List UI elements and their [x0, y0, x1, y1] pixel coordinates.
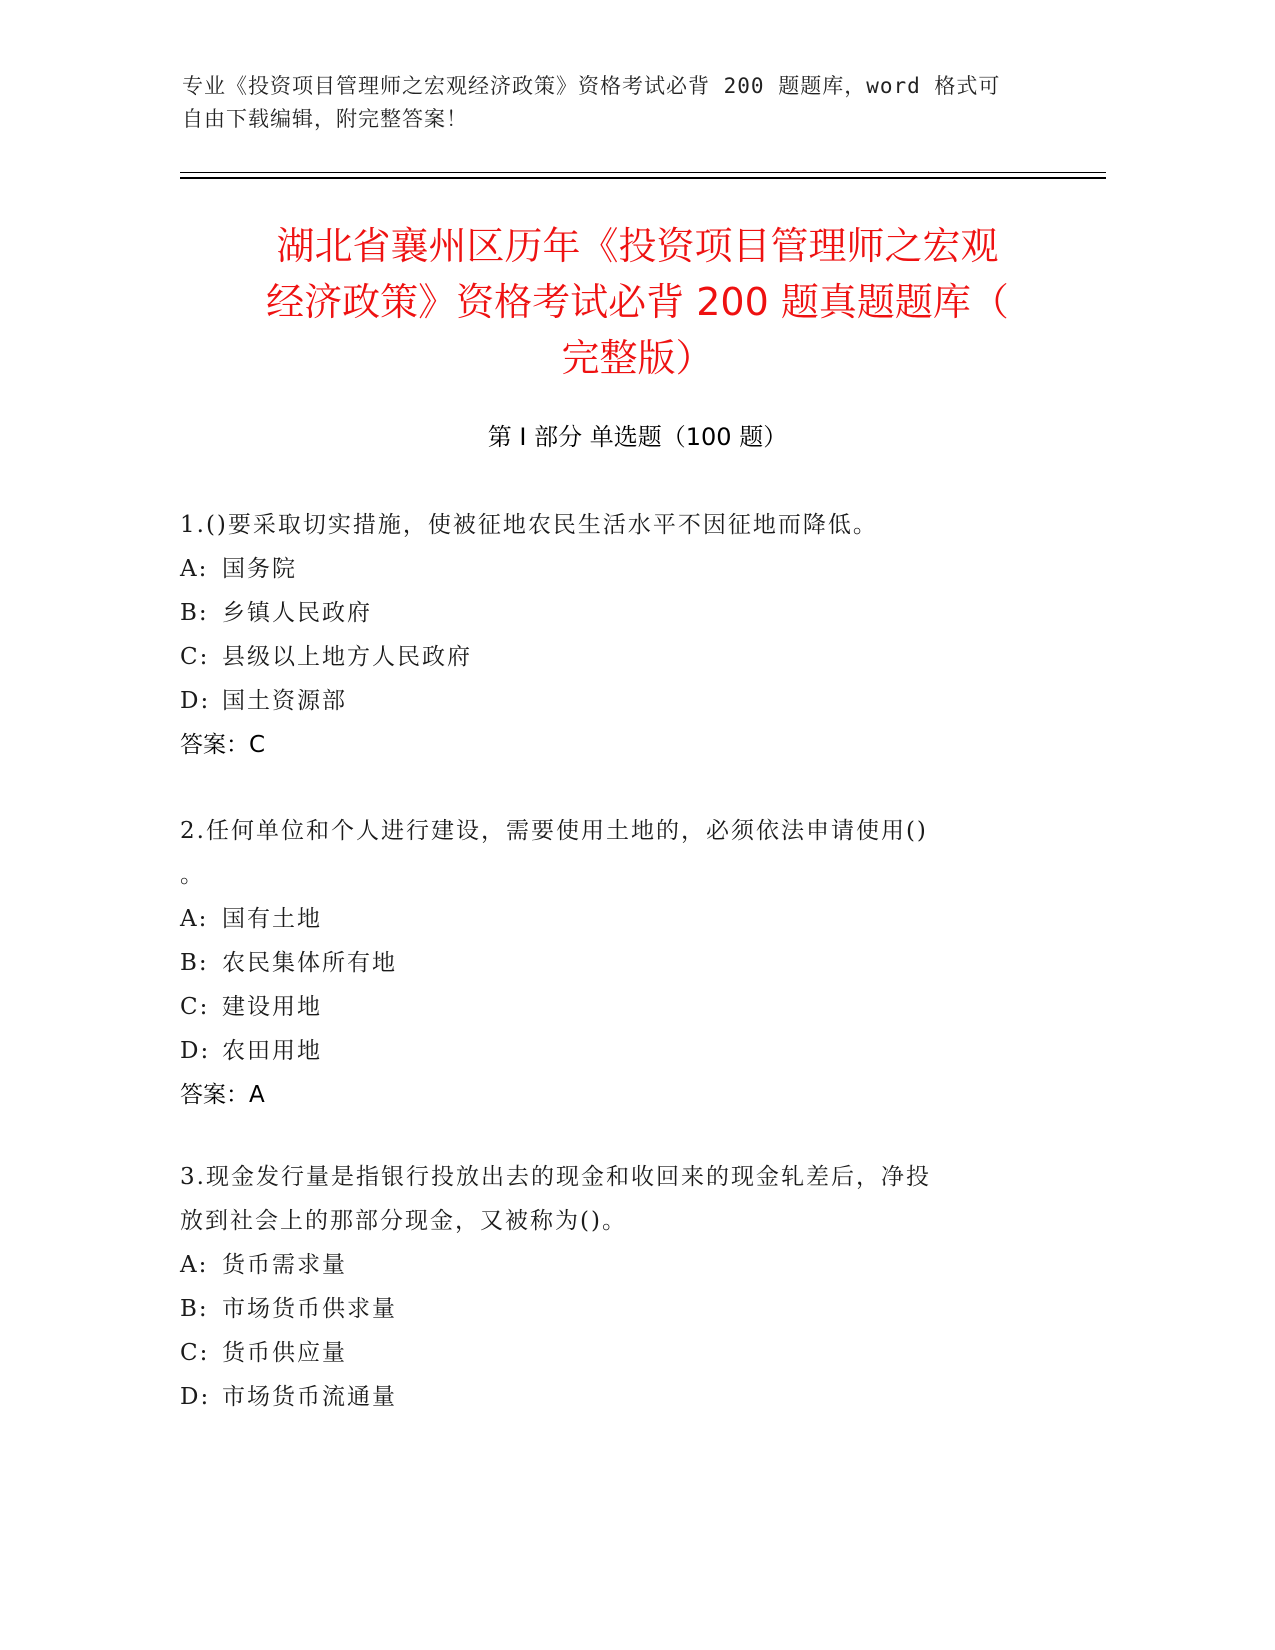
header-note	[182, 70, 1042, 136]
question-2-answer: 答案：A	[180, 1082, 265, 1108]
option-letter: C:	[180, 994, 210, 1020]
option-text: 县级以上地方人民政府	[222, 644, 472, 670]
question-2-option-c	[180, 985, 1030, 1029]
option-text: 国土资源部	[222, 688, 347, 714]
option-letter: C:	[180, 1340, 210, 1366]
option-letter: D:	[180, 1384, 211, 1410]
question-3-option-c	[180, 1331, 1030, 1375]
option-letter: A:	[180, 906, 209, 932]
option-text: 农民集体所有地	[222, 950, 397, 976]
question-1-stem: 1.()要采取切实措施，使被征地农民生活水平不因征地而降低。	[180, 512, 878, 538]
option-text: 货币需求量	[222, 1252, 347, 1278]
option-letter: B:	[180, 600, 209, 626]
question-2-stem-line-1: 2.任何单位和个人进行建设，需要使用土地的，必须依法申请使用()	[180, 818, 928, 844]
title-line-1: 湖北省襄州区历年《投资项目管理师之宏观	[276, 224, 999, 268]
question-3	[180, 1155, 1030, 1419]
question-3-option-a	[180, 1243, 1030, 1287]
header-note-line-1: 专业《投资项目管理师之宏观经济政策》资格考试必背 200 题题库，word 格式可	[182, 74, 1001, 98]
document-title	[150, 218, 1125, 386]
option-text: 乡镇人民政府	[222, 600, 372, 626]
header-divider-thick	[180, 177, 1106, 179]
question-1-option-a	[180, 547, 1030, 591]
title-line-2: 经济政策》资格考试必背 200 题真题题库（	[266, 280, 1009, 324]
option-text: 建设用地	[222, 994, 322, 1020]
title-line-3: 完整版）	[561, 336, 714, 380]
question-1-option-d	[180, 679, 1030, 723]
question-2-option-a	[180, 897, 1030, 941]
header-divider-thin	[180, 172, 1106, 173]
option-letter: D:	[180, 688, 211, 714]
question-3-option-b	[180, 1287, 1030, 1331]
option-letter: C:	[180, 644, 210, 670]
option-letter: B:	[180, 1296, 209, 1322]
option-text: 农田用地	[222, 1038, 322, 1064]
option-letter: A:	[180, 556, 209, 582]
header-note-line-2: 自由下载编辑，附完整答案！	[182, 107, 468, 131]
question-1	[180, 503, 1030, 767]
question-1-answer: 答案：C	[180, 732, 266, 758]
option-text: 货币供应量	[222, 1340, 347, 1366]
option-text: 市场货币供求量	[222, 1296, 397, 1322]
option-letter: A:	[180, 1252, 209, 1278]
option-text: 市场货币流通量	[222, 1384, 397, 1410]
question-1-option-b	[180, 591, 1030, 635]
question-2-stem-line-2: 。	[180, 862, 205, 888]
section-title: 第 I 部分 单选题（100 题）	[487, 423, 788, 451]
option-text: 国有土地	[222, 906, 322, 932]
question-3-option-d	[180, 1375, 1030, 1419]
question-3-stem-line-1: 3.现金发行量是指银行投放出去的现金和收回来的现金轧差后，净投	[180, 1164, 931, 1190]
question-2-option-b	[180, 941, 1030, 985]
question-1-option-c	[180, 635, 1030, 679]
question-2	[180, 809, 1030, 1117]
question-3-stem-line-2: 放到社会上的那部分现金，又被称为()。	[180, 1208, 627, 1234]
option-letter: B:	[180, 950, 209, 976]
question-2-option-d	[180, 1029, 1030, 1073]
option-letter: D:	[180, 1038, 211, 1064]
option-text: 国务院	[222, 556, 297, 582]
